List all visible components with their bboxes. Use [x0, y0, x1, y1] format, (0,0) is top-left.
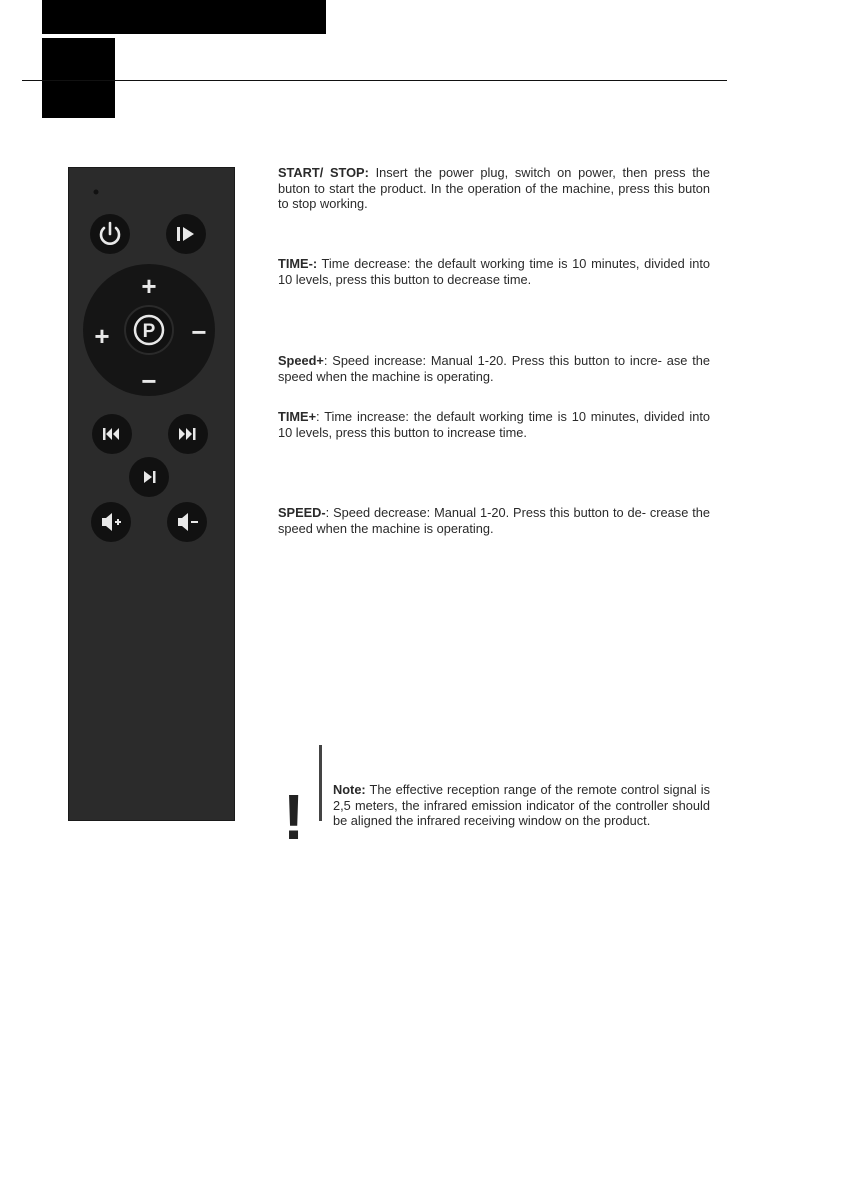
previous-button[interactable] [92, 414, 132, 454]
speed-plus-text: : Speed increase: Manual 1-20. Press this button to incre- ase the speed when the machine is operating. [278, 353, 710, 384]
next-button[interactable] [168, 414, 208, 454]
note-divider [319, 745, 322, 821]
note-label: Note: [333, 782, 366, 797]
remote-control-image [68, 167, 235, 821]
note-description [333, 782, 710, 829]
volume-up-button[interactable] [91, 502, 131, 542]
speed-minus-label: SPEED- [278, 505, 326, 520]
time-minus-description [278, 256, 710, 287]
power-button[interactable] [90, 214, 130, 254]
start-stop-text: Insert the power plug, switch on power, then press the buton to start the product. In the operation of the machine, press this buton to stop working. [278, 165, 710, 211]
remote-control-drawing [69, 168, 234, 820]
page-number-tab [42, 38, 115, 118]
header-divider [22, 80, 727, 81]
ir-indicator-dot [94, 190, 99, 195]
play-pause-button[interactable] [166, 214, 206, 254]
note-text: The effective reception range of the remote control signal is 2,5 meters, the infrared emission indicator of the controller should be aligned the infrared receiving window on the product. [333, 782, 710, 828]
speed-minus-description [278, 505, 710, 536]
time-plus-label: TIME+ [278, 409, 317, 424]
dial-down-label[interactable]: − [141, 366, 157, 396]
direction-dial [83, 264, 215, 396]
previous-icon [103, 428, 106, 440]
speed-minus-text: : Speed decrease: Manual 1-20. Press this button to de- crease the speed when the machine is operating. [278, 505, 710, 536]
warning-exclamation-icon: ! [283, 781, 305, 853]
start-stop-description [278, 165, 710, 212]
speed-plus-label: Speed+ [278, 353, 324, 368]
skip-button[interactable] [129, 457, 169, 497]
speed-plus-description [278, 353, 710, 384]
dial-right-label[interactable]: − [191, 317, 207, 347]
dial-up-label[interactable]: + [141, 271, 157, 301]
time-plus-text: : Time increase: the default working time is 10 minutes, divided into 10 levels, press this button to increase time. [278, 409, 710, 440]
header-black-bar [42, 0, 326, 34]
play-pause-icon [177, 227, 180, 241]
dial-center-label[interactable]: P [142, 321, 156, 342]
dial-left-label[interactable]: + [94, 321, 110, 351]
time-minus-text: Time decrease: the default working time is 10 minutes, divided into 10 levels, press this button to decrease time. [278, 256, 710, 287]
time-minus-label: TIME-: [278, 256, 318, 271]
time-plus-description [278, 409, 710, 440]
volume-down-button[interactable] [167, 502, 207, 542]
start-stop-label: START/ STOP: [278, 165, 369, 180]
